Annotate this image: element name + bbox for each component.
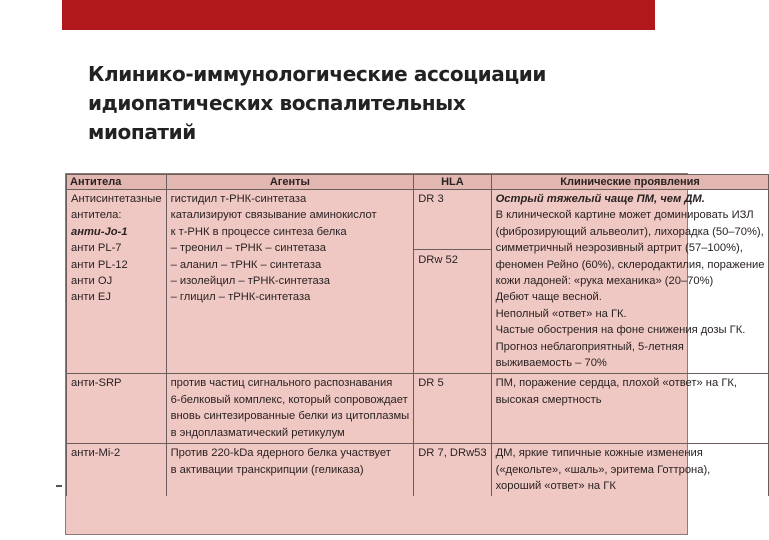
header-clinical: Клинические проявления [491, 175, 769, 190]
table [66, 174, 769, 496]
cell-line: ПМ, поражение сердца, плохой «ответ» на ГК, [495, 377, 738, 390]
cell-line: катализируют связывание аминокислот [170, 209, 377, 222]
cell-line: в активации транскрипции (геликаза) [170, 463, 364, 476]
cell-agents [166, 444, 414, 497]
cell-line: анти PL-7 [71, 242, 122, 255]
cell-line: в эндоплазматический ретикулум [170, 426, 345, 439]
cell-line: Прогноз неблагоприятный, 5-летняя [495, 340, 684, 353]
table-row [67, 190, 769, 374]
title-line-3: миопатий [88, 120, 196, 144]
slide-title [88, 60, 648, 147]
cell-line: Против 220-kDa ядерного белка участвует [170, 447, 391, 460]
cell-line: Частые обострения на фоне снижения дозы ГК. [495, 324, 746, 337]
table-row [67, 374, 769, 444]
cell-hla [414, 444, 491, 497]
cell-line: против частиц сигнального распознавания [170, 377, 393, 390]
cell-line: Дебют чаще весной. [495, 291, 602, 304]
cell-line: феномен Рейно (60%), склеродактилия, поражение [495, 258, 765, 271]
cell-line: вновь синтезированные белки из цитоплазмы [170, 410, 410, 423]
cell-line: DR 7, DRw53 [418, 447, 487, 460]
cell-clinical [491, 190, 769, 374]
header-antibodies: Антитела [67, 175, 167, 190]
table-header-row [67, 175, 769, 190]
cell-line: гистидил т-РНК-синтетаза [170, 193, 307, 205]
cell-line: анти OJ [71, 275, 113, 288]
top-accent-bar [62, 0, 655, 30]
cell-line: (фиброзирующий альвеолит), лихорадка (50–70%), [495, 225, 764, 238]
cell-agents [166, 374, 414, 444]
cell-line: DR 3 [418, 193, 444, 205]
cell-line: – глицил – тРНК-синтетаза [170, 291, 311, 304]
cell-line: к т-РНК в процессе синтеза белка [170, 225, 347, 238]
cell-line: выживаемость – 70% [495, 357, 607, 370]
cell-antibodies [67, 374, 167, 444]
cell-line: анти EJ [71, 291, 111, 304]
cell-line: анти-SRP [71, 377, 122, 390]
header-agents: Агенты [166, 175, 414, 190]
cell-line: высокая смертность [495, 393, 602, 406]
cell-line: Острый тяжелый чаще ПМ, чем ДМ. [495, 193, 705, 205]
cell-line: анти PL-12 [71, 258, 128, 271]
cell-antibodies [67, 190, 167, 374]
associations-table [65, 173, 765, 535]
cell-line: – изолейцил – тРНК-синтетаза [170, 275, 330, 288]
cell-line: симметричный неэрозивный артрит (57–100%), [495, 242, 743, 255]
title-line-1: Клинико-иммунологические ассоциации [88, 62, 547, 86]
cell-line: DR 5 [418, 377, 444, 390]
cell-line: анти-Jo-1 [71, 225, 128, 238]
cell-line: хороший «ответ» на ГК [495, 479, 616, 492]
cell-agents [166, 190, 414, 374]
side-mark [56, 485, 62, 487]
cell-line: ДМ, яркие типичные кожные изменения [495, 447, 703, 460]
cell-antibodies [67, 444, 167, 497]
title-line-2: идиопатических воспалительных [88, 91, 466, 115]
cell-hla [414, 374, 491, 444]
cell-line: Неполный «ответ» на ГК. [495, 307, 627, 320]
cell-line: 6-белковый комплекс, который сопровождает [170, 393, 408, 406]
cell-clinical [491, 374, 769, 444]
cell-line: антитела: [71, 209, 122, 222]
cell-line: В клинической картине может доминировать ИЗЛ [495, 209, 754, 222]
cell-line: кожи ладоней: «рука механика» (20–70%) [495, 275, 714, 288]
cell-line: – аланил – тРНК – синтетаза [170, 258, 322, 271]
header-hla: HLA [414, 175, 491, 190]
cell-clinical [491, 444, 769, 497]
cell-line: анти-Mi-2 [71, 447, 121, 460]
cell-line: – треонил – тРНК – синтетаза [170, 242, 327, 255]
table-row [67, 444, 769, 497]
cell-hla [414, 190, 491, 374]
cell-line: («декольте», «шаль», эритема Готтрона), [495, 463, 711, 476]
cell-line: Антисинтетазные [71, 193, 162, 205]
cell-line: DRw 52 [414, 249, 490, 268]
